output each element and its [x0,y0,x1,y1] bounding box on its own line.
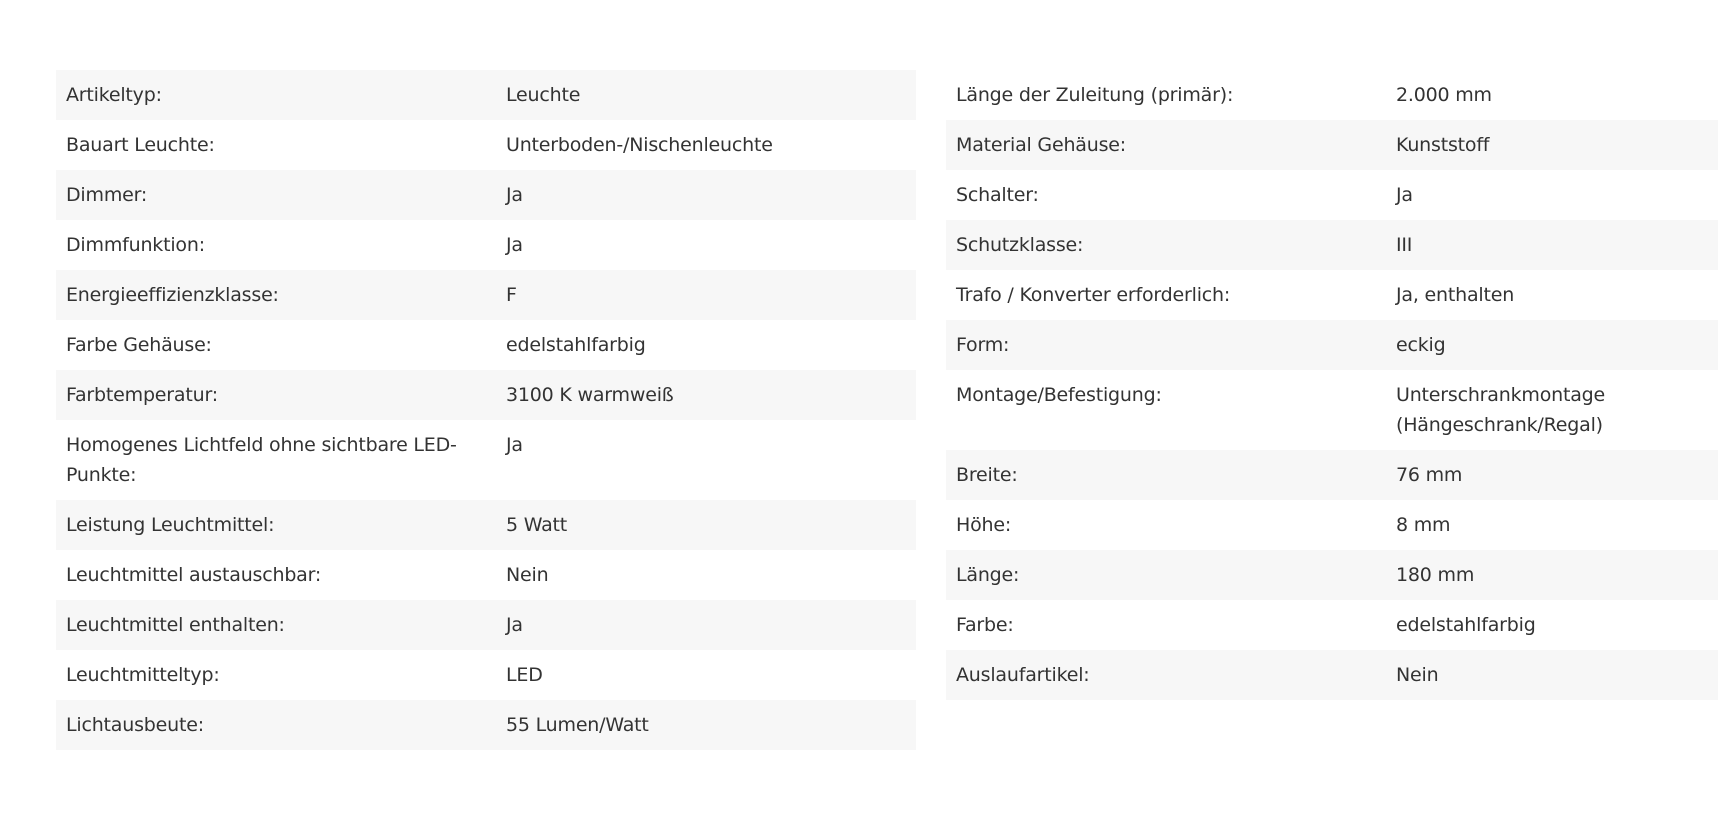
spec-label: Länge: [946,550,1386,600]
table-row [56,650,916,700]
spec-label: Dimmfunktion: [56,220,496,270]
spec-value: Ja [1386,170,1718,220]
spec-column-right [946,70,1718,700]
spec-table-left [56,70,916,750]
spec-label: Auslaufartikel: [946,650,1386,700]
spec-value: Unterboden-/Nischenleuchte [496,120,916,170]
table-row [56,370,916,420]
spec-value: LED [496,650,916,700]
table-row [56,320,916,370]
table-row [946,170,1718,220]
table-row [946,450,1718,500]
spec-label: Leuchtmitteltyp: [56,650,496,700]
table-row [946,600,1718,650]
spec-label: Trafo / Konverter erforderlich: [946,270,1386,320]
spec-label: Leuchtmittel enthalten: [56,600,496,650]
spec-value: 55 Lumen/Watt [496,700,916,750]
spec-value: edelstahlfarbig [1386,600,1718,650]
spec-column-left [56,70,916,750]
spec-label: Breite: [946,450,1386,500]
table-row [946,650,1718,700]
spec-label: Leistung Leuchtmittel: [56,500,496,550]
spec-label: Form: [946,320,1386,370]
spec-value: edelstahlfarbig [496,320,916,370]
table-row [946,270,1718,320]
spec-label: Montage/Befestigung: [946,370,1386,450]
spec-value: F [496,270,916,320]
spec-value: eckig [1386,320,1718,370]
spec-label: Schutzklasse: [946,220,1386,270]
spec-label: Lichtausbeute: [56,700,496,750]
spec-value: III [1386,220,1718,270]
spec-label: Artikeltyp: [56,70,496,120]
spec-value: 2.000 mm [1386,70,1718,120]
spec-value: Nein [496,550,916,600]
table-row [946,320,1718,370]
table-row [56,270,916,320]
spec-label: Schalter: [946,170,1386,220]
spec-value: Ja [496,220,916,270]
spec-label: Farbtemperatur: [56,370,496,420]
spec-label: Bauart Leuchte: [56,120,496,170]
spec-value: Nein [1386,650,1718,700]
spec-value: 180 mm [1386,550,1718,600]
spec-value: Kunststoff [1386,120,1718,170]
spec-table-right [946,70,1718,700]
spec-label: Material Gehäuse: [946,120,1386,170]
table-row [946,370,1718,450]
spec-value: 3100 K warmweiß [496,370,916,420]
table-row [946,500,1718,550]
table-row [56,700,916,750]
table-row [946,120,1718,170]
spec-label: Dimmer: [56,170,496,220]
table-row [56,220,916,270]
table-row [56,170,916,220]
spec-label: Energieeffizienzklasse: [56,270,496,320]
spec-value: 5 Watt [496,500,916,550]
table-row [56,500,916,550]
spec-label: Länge der Zuleitung (primär): [946,70,1386,120]
spec-value: Unterschrankmontage (Hängeschrank/Regal) [1386,370,1718,450]
spec-label: Farbe: [946,600,1386,650]
spec-label: Farbe Gehäuse: [56,320,496,370]
table-row [56,420,916,500]
spec-value: 76 mm [1386,450,1718,500]
table-row [946,70,1718,120]
spec-value: 8 mm [1386,500,1718,550]
spec-value: Ja [496,420,916,500]
table-row [56,70,916,120]
spec-label: Homogenes Lichtfeld ohne sichtbare LED-Punkte: [56,420,496,500]
table-row [946,550,1718,600]
spec-value: Ja [496,600,916,650]
table-row [56,120,916,170]
spec-value: Ja [496,170,916,220]
spec-value: Ja, enthalten [1386,270,1718,320]
spec-label: Leuchtmittel austauschbar: [56,550,496,600]
table-row [946,220,1718,270]
spec-label: Höhe: [946,500,1386,550]
spec-value: Leuchte [496,70,916,120]
table-row [56,600,916,650]
table-row [56,550,916,600]
